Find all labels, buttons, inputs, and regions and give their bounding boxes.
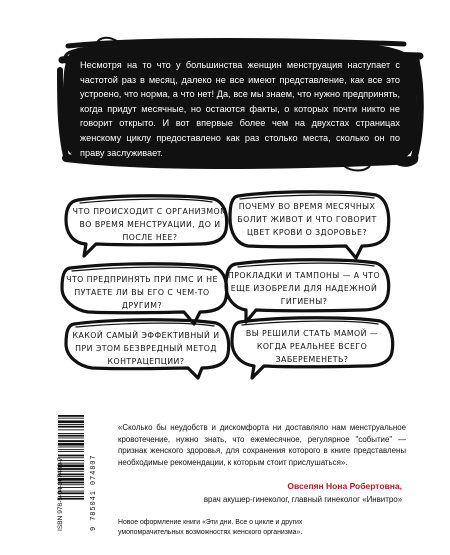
barcode-digits: 9 785041 074807: [90, 454, 98, 531]
review-quote: «Сколько бы неудобств и дискомфорта ни доставляло нам менструальное кровотечение, нужно знать, что ежемесячное, регулярное "событие" — признак женского здоровья, для сохранения которого в книге представлены необходимые рекомендации, к которым стоит прислушаться».: [118, 423, 406, 467]
question-1: ЧТО ПРОИСХОДИТ С ОРГАНИЗМОМ ВО ВРЕМЯ МЕНСТРУАЦИИ, ДО И ПОСЛЕ НЕЕ?: [72, 207, 228, 242]
footer-note: Новое оформление книги «Эти дни. Все о цикле и других умопомрачительных возможностях женского организма».: [118, 519, 303, 536]
review-author: Овсепян Нона Робертовна,: [287, 481, 402, 491]
question-2: ПОЧЕМУ ВО ВРЕМЯ МЕСЯЧНЫХ БОЛИТ ЖИВОТ И ЧТО ГОВОРИТ ЦВЕТ КРОВИ О ЗДОРОВЬЕ?: [237, 202, 377, 237]
question-6: ВЫ РЕШИЛИ СТАТЬ МАМОЙ — КОГДА РЕАЛЬНЕЕ ВСЕГО ЗАБЕРЕМЕНЕТЬ?: [245, 329, 379, 364]
isbn-label: ISBN 978-5-04-107480-7: [57, 457, 64, 531]
review-author-role: врач акушер-гинеколог, главный гинеколог «Инвитро»: [203, 495, 402, 504]
question-5: КАКОЙ САМЫЙ ЭФФЕКТИВНЫЙ И ПРИ ЭТОМ БЕЗВРЕДНЫЙ МЕТОД КОНТРАЦЕПЦИИ?: [72, 331, 220, 366]
question-3: ЧТО ПРЕДПРИНЯТЬ ПРИ ПМС И НЕ ПУТАЕТЕ ЛИ ВЫ ЕГО С ЧЕМ-ТО ДРУГИМ?: [66, 275, 218, 310]
question-4: ПРОКЛАДКИ И ТАМПОНЫ — А ЧТО ЕЩЕ ИЗОБРЕЛИ ДЛЯ НАДЕЖНОЙ ГИГИЕНЫ?: [227, 271, 381, 306]
intro-text: Несмотря на то что у большинства женщин менструация наступает с частотой раз в месяц, далеко не все имеют представление, как все это устроено, что норма, а что нет! Да, все мы знаем, что нужно предпринять, когда придут месячные, но остаются факты, о которых почти никто не говорит открыто. И вот впервые более чем на двухстах страницах женскому циклу предоставлено как раз столько места, сколько он по праву заслуживает.: [80, 60, 400, 158]
